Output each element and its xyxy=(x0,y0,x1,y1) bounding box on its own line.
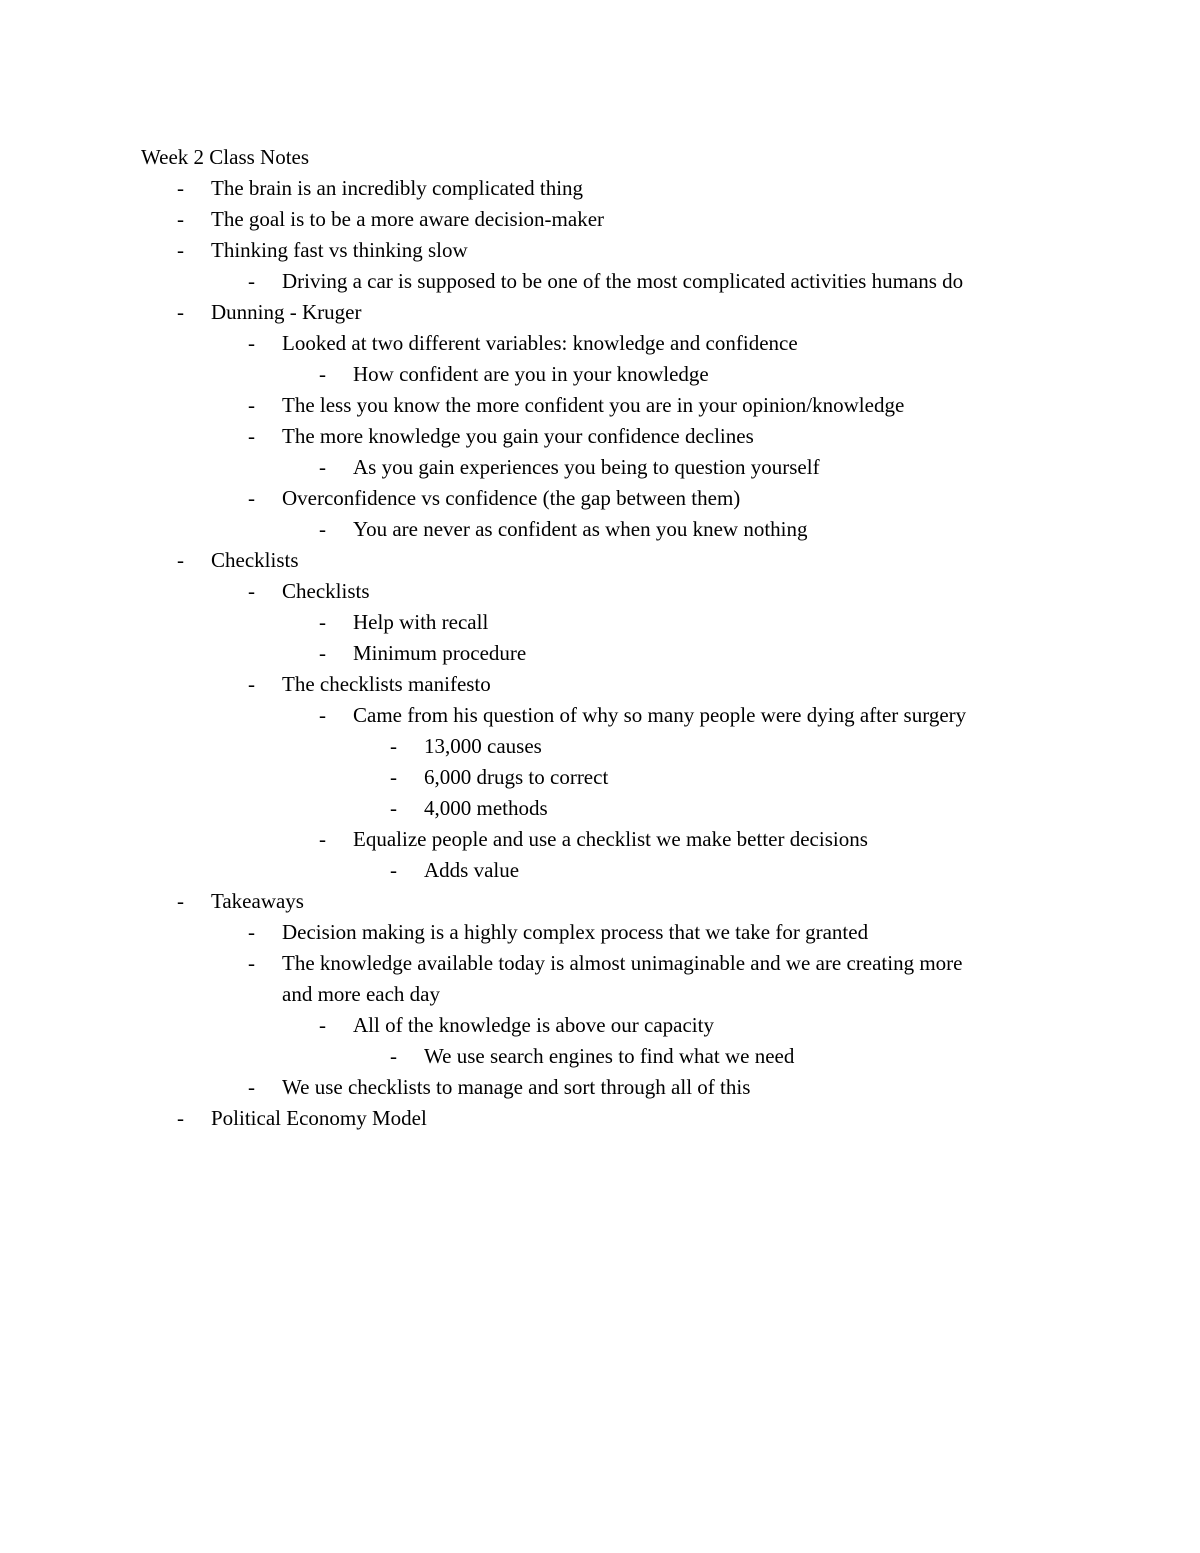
list-item-text: We use checklists to manage and sort through all of this xyxy=(282,1075,751,1099)
bullet-dash: - xyxy=(390,765,397,789)
bullet-dash: - xyxy=(319,827,326,851)
list-item-text: Checklists xyxy=(282,579,370,603)
list-item-text: Adds value xyxy=(424,858,520,882)
list-item xyxy=(0,1072,1200,1103)
bullet-dash: - xyxy=(177,238,184,262)
bullet-dash: - xyxy=(248,579,255,603)
list-item xyxy=(0,638,1200,669)
bullet-dash: - xyxy=(319,610,326,634)
bullet-dash: - xyxy=(177,548,184,572)
list-item-text: 13,000 causes xyxy=(424,734,542,758)
list-item-text: How confident are you in your knowledge xyxy=(353,362,709,386)
bullet-dash: - xyxy=(248,920,255,944)
list-item-text: Help with recall xyxy=(353,610,489,634)
bullet-dash: - xyxy=(248,486,255,510)
bullet-dash: - xyxy=(248,1075,255,1099)
list-item-text: and more each day xyxy=(282,982,441,1006)
bullet-dash: - xyxy=(177,176,184,200)
list-item xyxy=(0,359,1200,390)
list-item xyxy=(0,173,1200,204)
bullet-dash: - xyxy=(319,455,326,479)
list-item-text: Checklists xyxy=(211,548,299,572)
list-item-continuation xyxy=(0,979,1200,1010)
list-item xyxy=(0,824,1200,855)
list-item xyxy=(0,1010,1200,1041)
list-item-text: Came from his question of why so many people were dying after surgery xyxy=(353,703,967,727)
bullet-dash: - xyxy=(390,858,397,882)
list-item-text: 4,000 methods xyxy=(424,796,548,820)
list-item-text: The less you know the more confident you are in your opinion/knowledge xyxy=(282,393,905,417)
bullet-dash: - xyxy=(319,641,326,665)
bullet-dash: - xyxy=(248,331,255,355)
bullet-dash: - xyxy=(177,207,184,231)
list-item-text: The checklists manifesto xyxy=(282,672,491,696)
list-item xyxy=(0,762,1200,793)
list-item-text: The brain is an incredibly complicated thing xyxy=(211,176,584,200)
bullet-dash: - xyxy=(177,1106,184,1130)
document-title: Week 2 Class Notes xyxy=(141,145,310,169)
list-item-text: Equalize people and use a checklist we make better decisions xyxy=(353,827,868,851)
list-item-text: As you gain experiences you being to question yourself xyxy=(353,455,820,479)
list-item-text: Dunning - Kruger xyxy=(211,300,362,324)
list-item-text: Decision making is a highly complex process that we take for granted xyxy=(282,920,869,944)
list-item xyxy=(0,204,1200,235)
list-item-text: Looked at two different variables: knowledge and confidence xyxy=(282,331,798,355)
list-item xyxy=(0,297,1200,328)
notes-list xyxy=(0,173,1200,1134)
list-item-text: Overconfidence vs confidence (the gap between them) xyxy=(282,486,741,510)
list-item xyxy=(0,855,1200,886)
list-item-text: All of the knowledge is above our capacity xyxy=(353,1013,714,1037)
list-item xyxy=(0,607,1200,638)
list-item xyxy=(0,390,1200,421)
list-item xyxy=(0,483,1200,514)
bullet-dash: - xyxy=(177,300,184,324)
list-item xyxy=(0,669,1200,700)
list-item xyxy=(0,576,1200,607)
bullet-dash: - xyxy=(248,269,255,293)
list-item xyxy=(0,700,1200,731)
list-item xyxy=(0,886,1200,917)
bullet-dash: - xyxy=(248,672,255,696)
list-item xyxy=(0,545,1200,576)
list-item-text: The goal is to be a more aware decision-maker xyxy=(211,207,605,231)
bullet-dash: - xyxy=(248,951,255,975)
bullet-dash: - xyxy=(319,703,326,727)
list-item-text: Thinking fast vs thinking slow xyxy=(211,238,468,262)
list-item xyxy=(0,1041,1200,1072)
list-item-text: You are never as confident as when you knew nothing xyxy=(353,517,808,541)
list-item xyxy=(0,452,1200,483)
list-item-text: The more knowledge you gain your confidence declines xyxy=(282,424,754,448)
list-item xyxy=(0,793,1200,824)
list-item-text: Driving a car is supposed to be one of the most complicated activities humans do xyxy=(282,269,964,293)
bullet-dash: - xyxy=(390,1044,397,1068)
bullet-dash: - xyxy=(248,424,255,448)
list-item xyxy=(0,421,1200,452)
list-item-text: Takeaways xyxy=(211,889,304,913)
list-item-text: Political Economy Model xyxy=(211,1106,427,1130)
list-item xyxy=(0,235,1200,266)
bullet-dash: - xyxy=(177,889,184,913)
bullet-dash: - xyxy=(390,734,397,758)
bullet-dash: - xyxy=(319,517,326,541)
list-item xyxy=(0,917,1200,948)
bullet-dash: - xyxy=(319,1013,326,1037)
list-item-text: 6,000 drugs to correct xyxy=(424,765,609,789)
bullet-dash: - xyxy=(319,362,326,386)
list-item xyxy=(0,948,1200,979)
list-item xyxy=(0,514,1200,545)
list-item-text: We use search engines to find what we need xyxy=(424,1044,795,1068)
list-item-text: Minimum procedure xyxy=(353,641,527,665)
list-item xyxy=(0,328,1200,359)
bullet-dash: - xyxy=(248,393,255,417)
list-item xyxy=(0,266,1200,297)
list-item-text: The knowledge available today is almost unimaginable and we are creating more xyxy=(282,951,963,975)
list-item xyxy=(0,731,1200,762)
list-item xyxy=(0,1103,1200,1134)
bullet-dash: - xyxy=(390,796,397,820)
